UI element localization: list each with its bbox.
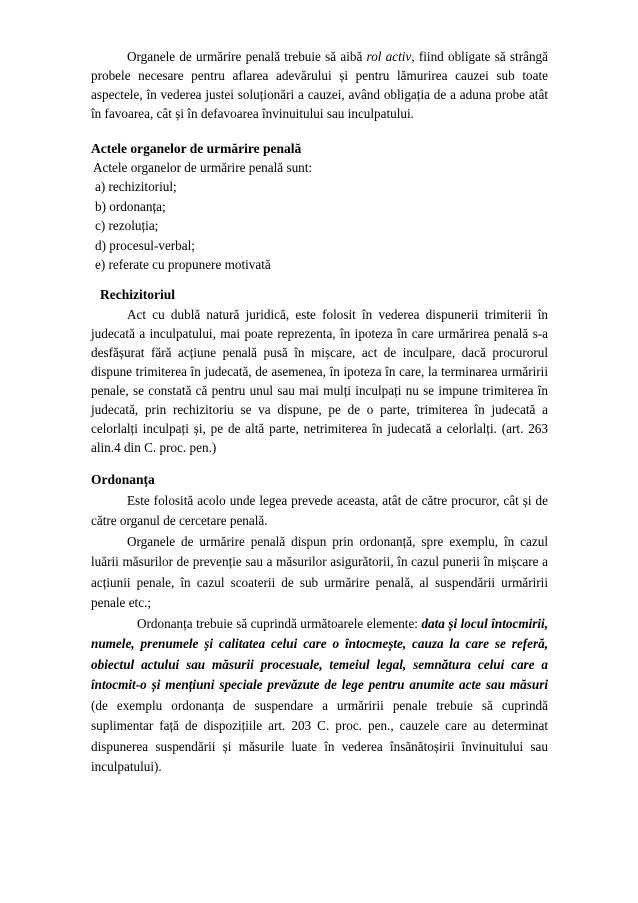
list-item: b) ordonanța; bbox=[95, 198, 166, 214]
ordonanta-paragraph-1: Este folosită acolo unde legea prevede aceasta, atât de către procuror, cât și de către organul de cercetare penală. bbox=[91, 492, 548, 529]
acte-list bbox=[91, 177, 548, 275]
rechizitoriul-heading: Rechizitoriul bbox=[100, 286, 175, 302]
list-item: d) procesul-verbal; bbox=[95, 237, 195, 253]
intro-text-after: , fiind obligate să strângă probele necesare pentru aflarea adevărului și pentru lămurirea cauzei sub toate aspectele, în vederea justei soluționări a cauzei, având obligația de a aduna probe atât în favoarea, cât și în defavoarea învinuitului sau inculpatului. bbox=[91, 49, 548, 121]
ordonanta-paragraph-2: Organele de urmărire penală dispun prin ordonanță, spre exemplu, în cazul luării măsurilor de prevenție sau a măsurilor asigurătorii, în cazul punerii în mișcare a acțiunii penale, în cazul scoaterii de sub urmărire penală, al suspendării urmăririi penale etc.; bbox=[91, 533, 548, 611]
intro-italic-rol-activ: rol activ bbox=[366, 49, 412, 64]
list-item: a) rechizitoriul; bbox=[95, 179, 177, 194]
ordonanta-paragraph-3 bbox=[91, 614, 548, 778]
acte-heading: Actele organelor de urmărire penală bbox=[91, 141, 302, 156]
list-item: c) rezoluția; bbox=[95, 218, 159, 234]
list-item: e) referate cu propunere motivată bbox=[95, 257, 271, 273]
acte-lead: Actele organelor de urmărire penală sunt: bbox=[93, 160, 313, 175]
ordonanta-p3-text-after: (de exemplu ordonanța de suspendare a urmăririi penale trebuie să cuprindă suplimentar față de dispozițiile art. 203 C. proc. pen., cauzele care au determinat dispunerea suspendării și măsurile luate în vederea însănătoșirii învinuitului sau inculpatului). bbox=[91, 697, 548, 775]
document-body bbox=[91, 47, 548, 778]
ordonanta-heading: Ordonanța bbox=[91, 471, 155, 487]
intro-paragraph bbox=[91, 47, 548, 123]
intro-text-before: Organele de urmărire penală trebuie să aibă bbox=[127, 49, 367, 64]
ordonanta-p3-bold-italic: data și locul întocmirii, numele, prenumele și calitatea celui care o întocmește, cauza la care se referă, obiectul actului sau măsurii procesuale, temeiul legal, semnătura celui care a întocmit-o și mențiuni speciale prevăzute de lege pentru anumite acte sau măsuri bbox=[91, 615, 549, 693]
ordonanta-p3-text-before: Ordonanța trebuie să cuprindă următoarele elemente: bbox=[137, 615, 422, 631]
rechizitoriul-paragraph: Act cu dublă natură juridică, este folosit în vederea dispunerii trimiterii în judecată a inculpatului, mai poate reprezenta, în ipoteza în care urmărirea penală s-a desfășurat fără acțiune penală pusă în mișcare, act de inculpare, dacă procurorul dispune trimiterea în judecată, de asemenea, în ipoteza în care, la terminarea urmăririi penale, se constată că pentru unul sau mai mulți inculpați nu se impune trimiterea în judecată, prin rechizitoriu se va dispune, pe de o parte, trimiterea în judecată a celorlalți inculpați și, pe de altă parte, netrimiterea în judecată a celorlalți. (art. 263 alin.4 din C. proc. pen.) bbox=[91, 306, 548, 455]
